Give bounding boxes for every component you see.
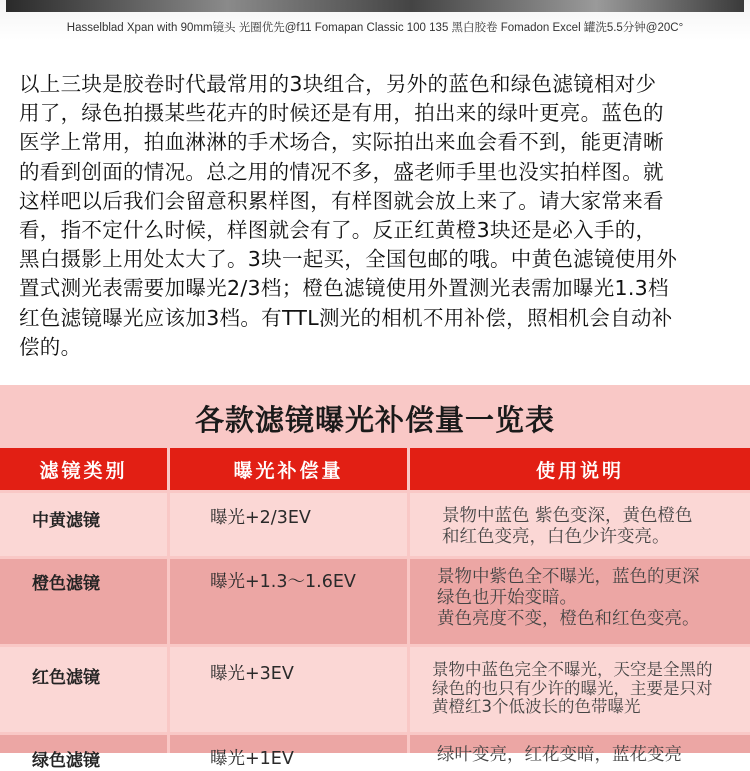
table-row-desc [410,493,750,556]
table-row-name: 橙色滤镜 [0,559,167,644]
desc-line: 绿色也开始变暗。 [437,588,577,608]
table-row-exposure: 曝光+3EV [170,647,407,732]
article-line: 以上三块是胶卷时代最常用的3块组合，另外的蓝色和绿色滤镜相对少 [19,72,657,96]
desc-line: 黄橙红3个低波长的色带曝光 [432,697,641,716]
article-line: 医学上常用，拍血淋淋的手术场合，实际拍出来血会看不到，能更清晰 [19,130,664,155]
table-row-desc [410,735,750,765]
article-line: 用了，绿色拍摄某些花卉的时候还是有用，拍出来的绿叶更亮。蓝色的 [19,101,664,126]
table-row-name: 红色滤镜 [0,647,167,732]
desc-line: 景物中蓝色完全不曝光，天空是全黑的 [432,660,713,679]
article-line: 这样吧以后我们会留意积累样图，有样图就会放上来了。请大家常来看 [19,188,664,213]
photo-caption: Hasselblad Xpan with 90mm镜头 光圈优先@f11 Fomapan Classic 100 135 黑白胶卷 Fomadon Excel 罐洗5.5分钟@20C° [66,22,684,34]
table-row-exposure: 曝光+1EV [170,735,407,753]
table-title: 各款滤镜曝光补偿量一览表 [194,403,555,437]
article-line: 置式测光表需要加曝光2/3档；橙色滤镜使用外置测光表需加曝光1.3档 [19,276,669,301]
table-row-desc [410,647,750,732]
header-usage: 使用说明 [410,448,750,490]
desc-line: 和红色变亮，白色少许变亮。 [442,527,670,547]
desc-line: 黄色亮度不变，橙色和红色变亮。 [437,609,700,629]
article-line: 黑白摄影上用处太大了。3块一起买，全国包邮的哦。中黄色滤镜使用外 [19,247,678,272]
sample-photo-crop [6,0,744,12]
article-line: 偿的。 [19,334,82,359]
desc-line: 绿色的也只有少许的曝光，主要是只对 [432,678,713,698]
table-row-name: 绿色滤镜 [0,735,167,753]
desc-line: 绿叶变亮，红花变暗，蓝花变亮 [437,745,682,765]
article-line: 的看到创面的情况。总之用的情况不多，盛老师手里也没实拍样图。就 [19,159,664,184]
article-paragraph [19,70,735,362]
table-row-exposure: 曝光+1.3～1.6EV [170,559,407,644]
table-row-desc [410,559,750,644]
article-line: 红色滤镜曝光应该加3档。有TTL测光的相机不用补偿，照相机会自动补 [19,305,673,330]
header-exposure: 曝光补偿量 [170,448,407,490]
header-filter-type: 滤镜类别 [0,448,167,490]
desc-line: 景物中紫色全不曝光，蓝色的更深 [437,567,700,587]
table-row-exposure: 曝光+2/3EV [170,493,407,556]
table-row-name: 中黄滤镜 [0,493,167,556]
article-line: 看，指不定什么时候，样图就会有了。反正红黄橙3块还是必入手的， [19,218,657,243]
desc-line: 景物中蓝色 紫色变深，黄色橙色 [442,506,693,526]
